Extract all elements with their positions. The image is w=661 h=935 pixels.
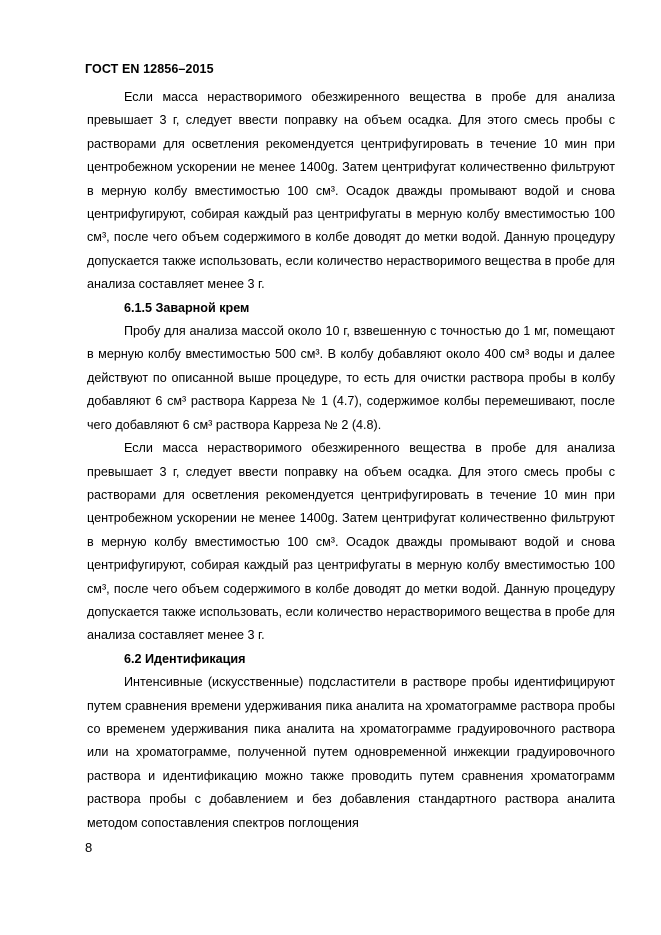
paragraph-sediment-correction-1: Если масса нерастворимого обезжиренного вещества в пробе для анализа превышает 3 г, следует ввести поправку на объем осадка. Для этого смесь пробы с растворами для осветления рекомендуется центрифугировать в течение 10 мин при центробежном ускорении не менее 1400g. Затем центрифугат количественно фильтруют в мерную колбу вместимостью 100 см³. Осадок дважды промывают водой и снова центрифугируют, собирая каждый раз центрифугаты в мерную колбу вместимостью 100 см³, после чего объем содержимого в колбе доводят до метки водой. Данную процедуру допускается также использовать, если количество нерастворимого вещества в пробе для анализа составляет менее 3 г. xyxy=(87,90,615,292)
section-heading-identification: 6.2 Идентификация xyxy=(124,651,246,666)
section-heading-custard: 6.1.5 Заварной крем xyxy=(124,300,250,315)
paragraph-custard-procedure: Пробу для анализа массой около 10 г, взвешенную с точностью до 1 мг, помещают в мерную колбу вместимостью 500 см³. В колбу добавляют около 400 см³ воды и далее действуют по описанной выше процедуре, то есть для очистки раствора пробы в колбу добавляют 6 см³ раствора Карреза № 1 (4.7), содержимое колбы перемешивают, после чего добавляют 6 см³ раствора Карреза № 2 (4.8). xyxy=(87,324,615,432)
paragraph-sediment-correction-2: Если масса нерастворимого обезжиренного вещества в пробе для анализа превышает 3 г, следует ввести поправку на объем осадка. Для этого смесь пробы с растворами для осветления рекомендуется центрифугировать в течение 10 мин при центробежном ускорении не менее 1400g. Затем центрифугат количественно фильтруют в мерную колбу вместимостью 100 см³. Осадок дважды промывают водой и снова центрифугируют, собирая каждый раз центрифугаты в мерную колбу вместимостью 100 см³, после чего объем содержимого в колбе доводят до метки водой. Данную процедуру допускается также использовать, если количество нерастворимого вещества в пробе для анализа составляет менее 3 г. xyxy=(87,441,615,643)
document-header: ГОСТ EN 12856–2015 xyxy=(85,62,214,76)
page-number: 8 xyxy=(85,840,93,855)
paragraph-identification: Интенсивные (искусственные) подсластители в растворе пробы идентифицируют путем сравнения времени удерживания пика аналита на хроматограмме раствора пробы со временем удерживания пика аналита на хроматограмме градуировочного раствора или на хроматограмме, полученной путем одновременной инжекции градуировочного раствора и идентификацию можно также проводить путем сравнения хроматограмм раствора пробы с добавлением и без добавления стандартного раствора аналита методом сопоставления спектров поглощения xyxy=(87,675,615,830)
document-body xyxy=(87,86,615,835)
